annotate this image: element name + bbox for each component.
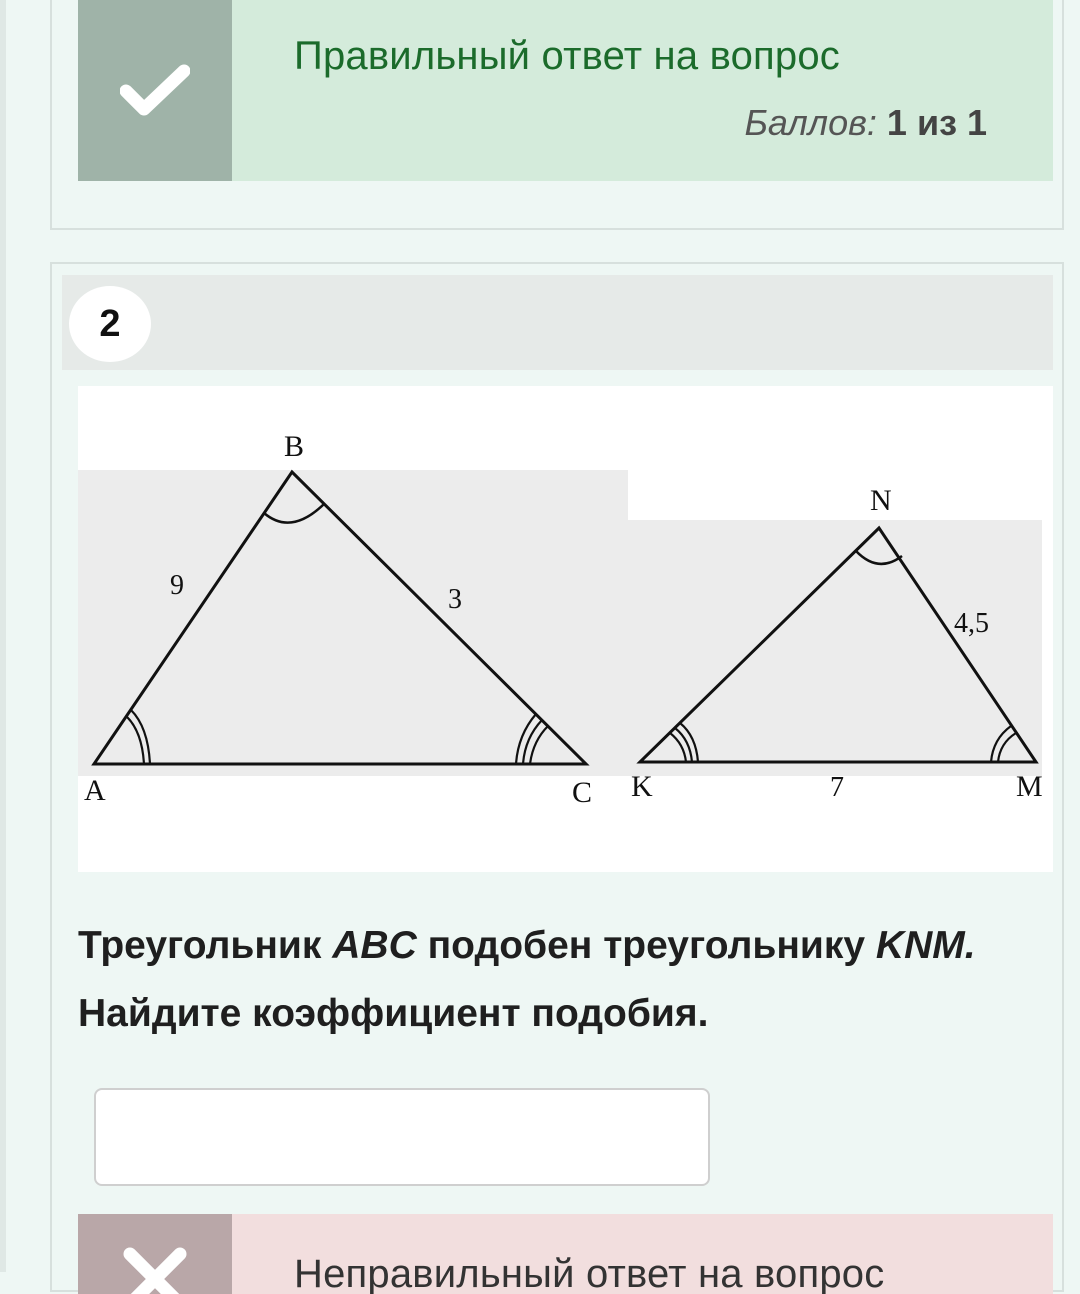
figure-bg-right [628,520,1042,776]
question-figure [78,386,1053,872]
side-label-nm: 4,5 [954,608,989,639]
vertex-label-n: N [870,484,892,517]
triangle-name-1: ABC [332,924,417,967]
wrong-feedback-banner [78,1214,1053,1294]
vertex-label-c: C [572,776,593,809]
question-text-part: Треугольник [78,924,333,967]
question-header [62,275,1053,370]
score-value: 1 из 1 [886,102,987,143]
correct-feedback-body [232,0,1053,181]
answer-input[interactable] [94,1088,710,1186]
triangle-name-2: KNM. [875,924,976,967]
correct-feedback-title: Правильный ответ на вопрос [294,34,841,78]
question-number: 2 [69,286,151,362]
correct-feedback-banner [78,0,1053,181]
wrong-feedback-body [232,1214,1053,1294]
cross-icon-box [78,1214,232,1294]
question-text-part: подобен треугольнику [416,924,876,967]
side-label-km: 7 [830,772,844,803]
left-border [0,0,6,1272]
question-text [78,912,1058,1048]
question-text-line-2: Найдите коэффициент подобия. [78,992,709,1035]
vertex-label-k: K [631,770,653,803]
vertex-label-b: B [284,430,305,463]
score-label: Баллов: [744,102,877,143]
cross-icon [78,1214,232,1294]
triangles-diagram [78,386,1053,872]
side-label-ab: 9 [170,570,184,601]
score-text [744,102,987,144]
check-icon [120,63,190,119]
wrong-feedback-title: Неправильный ответ на вопрос [294,1252,885,1294]
question-text-line-1 [78,912,1058,980]
vertex-label-m: M [1016,770,1043,803]
side-label-bc: 3 [448,584,462,615]
check-icon-box [78,0,232,181]
vertex-label-a: A [84,774,106,807]
